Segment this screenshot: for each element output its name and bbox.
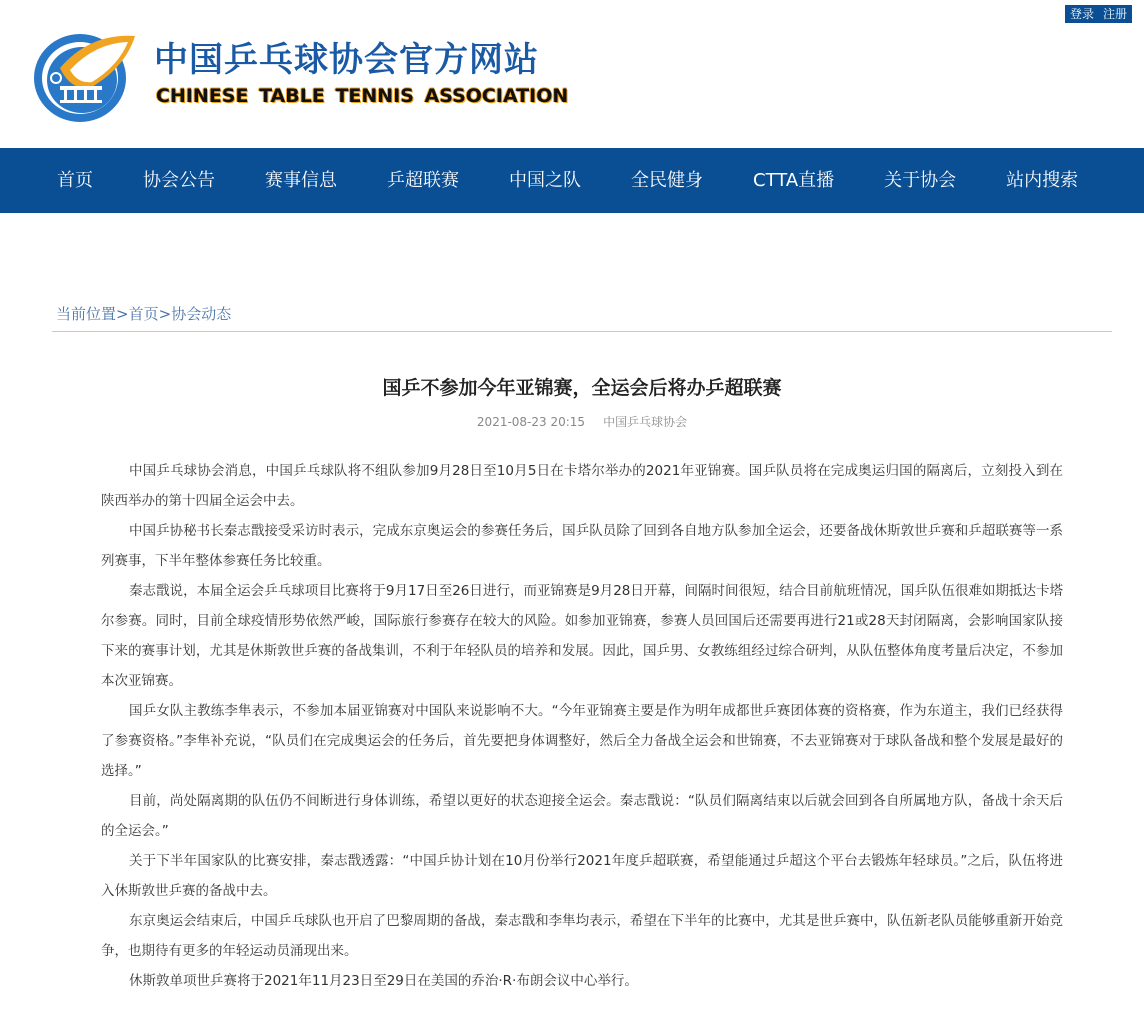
nav-item-announcements[interactable]: 协会公告 xyxy=(143,170,215,191)
logo-icon[interactable] xyxy=(30,28,142,124)
article-paragraph: 秦志戬说，本届全运会乒乓球项目比赛将于9月17日至26日进行，而亚锦赛是9月28日开幕，间隔时间很短，结合目前航班情况，国乒队伍很难如期抵达卡塔尔参赛。同时，目前全球疫情形势依然严峻，国际旅行参赛存在较大的风险。如参加亚锦赛，参赛人员回国后还需要再进行21或28天封闭隔离，会影响国家队接下来的赛事计划，尤其是休斯敦世乒赛的备战集训，不利于年轻队员的培养和发展。因此，国乒男、女教练组经过综合研判，从队伍整体角度考量后决定，不参加本次亚锦赛。 xyxy=(101,583,1063,689)
breadcrumb-separator: > xyxy=(116,305,129,323)
site-header xyxy=(0,0,1144,148)
article-meta xyxy=(52,413,1112,431)
article-paragraph: 休斯敦单项世乒赛将于2021年11月23日至29日在美国的乔治·R·布朗会议中心举行。 xyxy=(129,973,638,989)
account-bar xyxy=(1065,5,1132,23)
nav-item-search[interactable]: 站内搜索 xyxy=(1006,170,1079,191)
breadcrumb-divider xyxy=(52,331,1112,332)
main-nav xyxy=(0,148,1144,213)
site-title-cn: 中国乒乓球协会官方网站 xyxy=(154,40,539,80)
article-paragraph: 国乒女队主教练李隼表示，不参加本届亚锦赛对中国队来说影响不大。“今年亚锦赛主要是作为明年成都世乒赛团体赛的资格赛，作为东道主，我们已经获得了参赛资格。”李隼补充说，“队员们在完成奥运会的任务后，首先要把身体调整好，然后全力备战全运会和世锦赛，不去亚锦赛对于球队备战和整个发展是最好的选择。” xyxy=(101,703,1063,779)
breadcrumb-separator: > xyxy=(158,305,172,323)
nav-item-about[interactable]: 关于协会 xyxy=(884,170,957,191)
article-paragraph: 中国乒乓球协会消息，中国乒乓球队将不组队参加9月28日至10月5日在卡塔尔举办的2021年亚锦赛。国乒队员将在完成奥运归国的隔离后，立刻投入到在陕西举办的第十四届全运会中去。 xyxy=(101,463,1063,509)
article-body xyxy=(101,456,1063,996)
nav-item-super-league[interactable]: 乒超联赛 xyxy=(387,170,459,191)
article-paragraph: 关于下半年国家队的比赛安排，秦志戬透露：“中国乒协计划在10月份举行2021年度乒超联赛，希望能通过乒超这个平台去锻炼年轻球员。”之后，队伍将进入休斯敦世乒赛的备战中去。 xyxy=(101,853,1063,899)
breadcrumb xyxy=(56,303,231,325)
breadcrumb-home-link[interactable]: 首页 xyxy=(128,305,159,323)
nav-item-china-team[interactable]: 中国之队 xyxy=(509,170,581,191)
register-link[interactable]: 注册 xyxy=(1102,7,1127,21)
login-link[interactable]: 登录 xyxy=(1069,7,1094,21)
breadcrumb-prefix: 当前位置 xyxy=(56,305,117,323)
site-title-en: CHINESE TABLE TENNIS ASSOCIATION xyxy=(156,85,569,107)
nav-item-live[interactable]: CTTA直播 xyxy=(753,170,835,191)
nav-item-fitness[interactable]: 全民健身 xyxy=(631,170,703,191)
nav-item-events[interactable]: 赛事信息 xyxy=(265,170,337,191)
article-source: 中国乒乓球协会 xyxy=(603,415,688,429)
breadcrumb-section-link[interactable]: 协会动态 xyxy=(171,305,232,323)
nav-item-home[interactable]: 首页 xyxy=(57,170,93,191)
article-paragraph: 东京奥运会结束后，中国乒乓球队也开启了巴黎周期的备战，秦志戬和李隼均表示，希望在下半年的比赛中，尤其是世乒赛中，队伍新老队员能够重新开始竞争，也期待有更多的年轻运动员涌现出来。 xyxy=(101,913,1063,959)
article-title: 国乒不参加今年亚锦赛，全运会后将办乒超联赛 xyxy=(382,377,782,399)
article-paragraph: 中国乒协秘书长秦志戬接受采访时表示，完成东京奥运会的参赛任务后，国乒队员除了回到各自地方队参加全运会，还要备战休斯敦世乒赛和乒超联赛等一系列赛事，下半年整体参赛任务比较重。 xyxy=(101,523,1063,569)
article-date: 2021-08-23 20:15 xyxy=(476,415,586,429)
article-paragraph: 目前，尚处隔离期的队伍仍不间断进行身体训练，希望以更好的状态迎接全运会。秦志戬说：“队员们隔离结束以后就会回到各自所属地方队，备战十余天后的全运会。” xyxy=(101,793,1063,839)
